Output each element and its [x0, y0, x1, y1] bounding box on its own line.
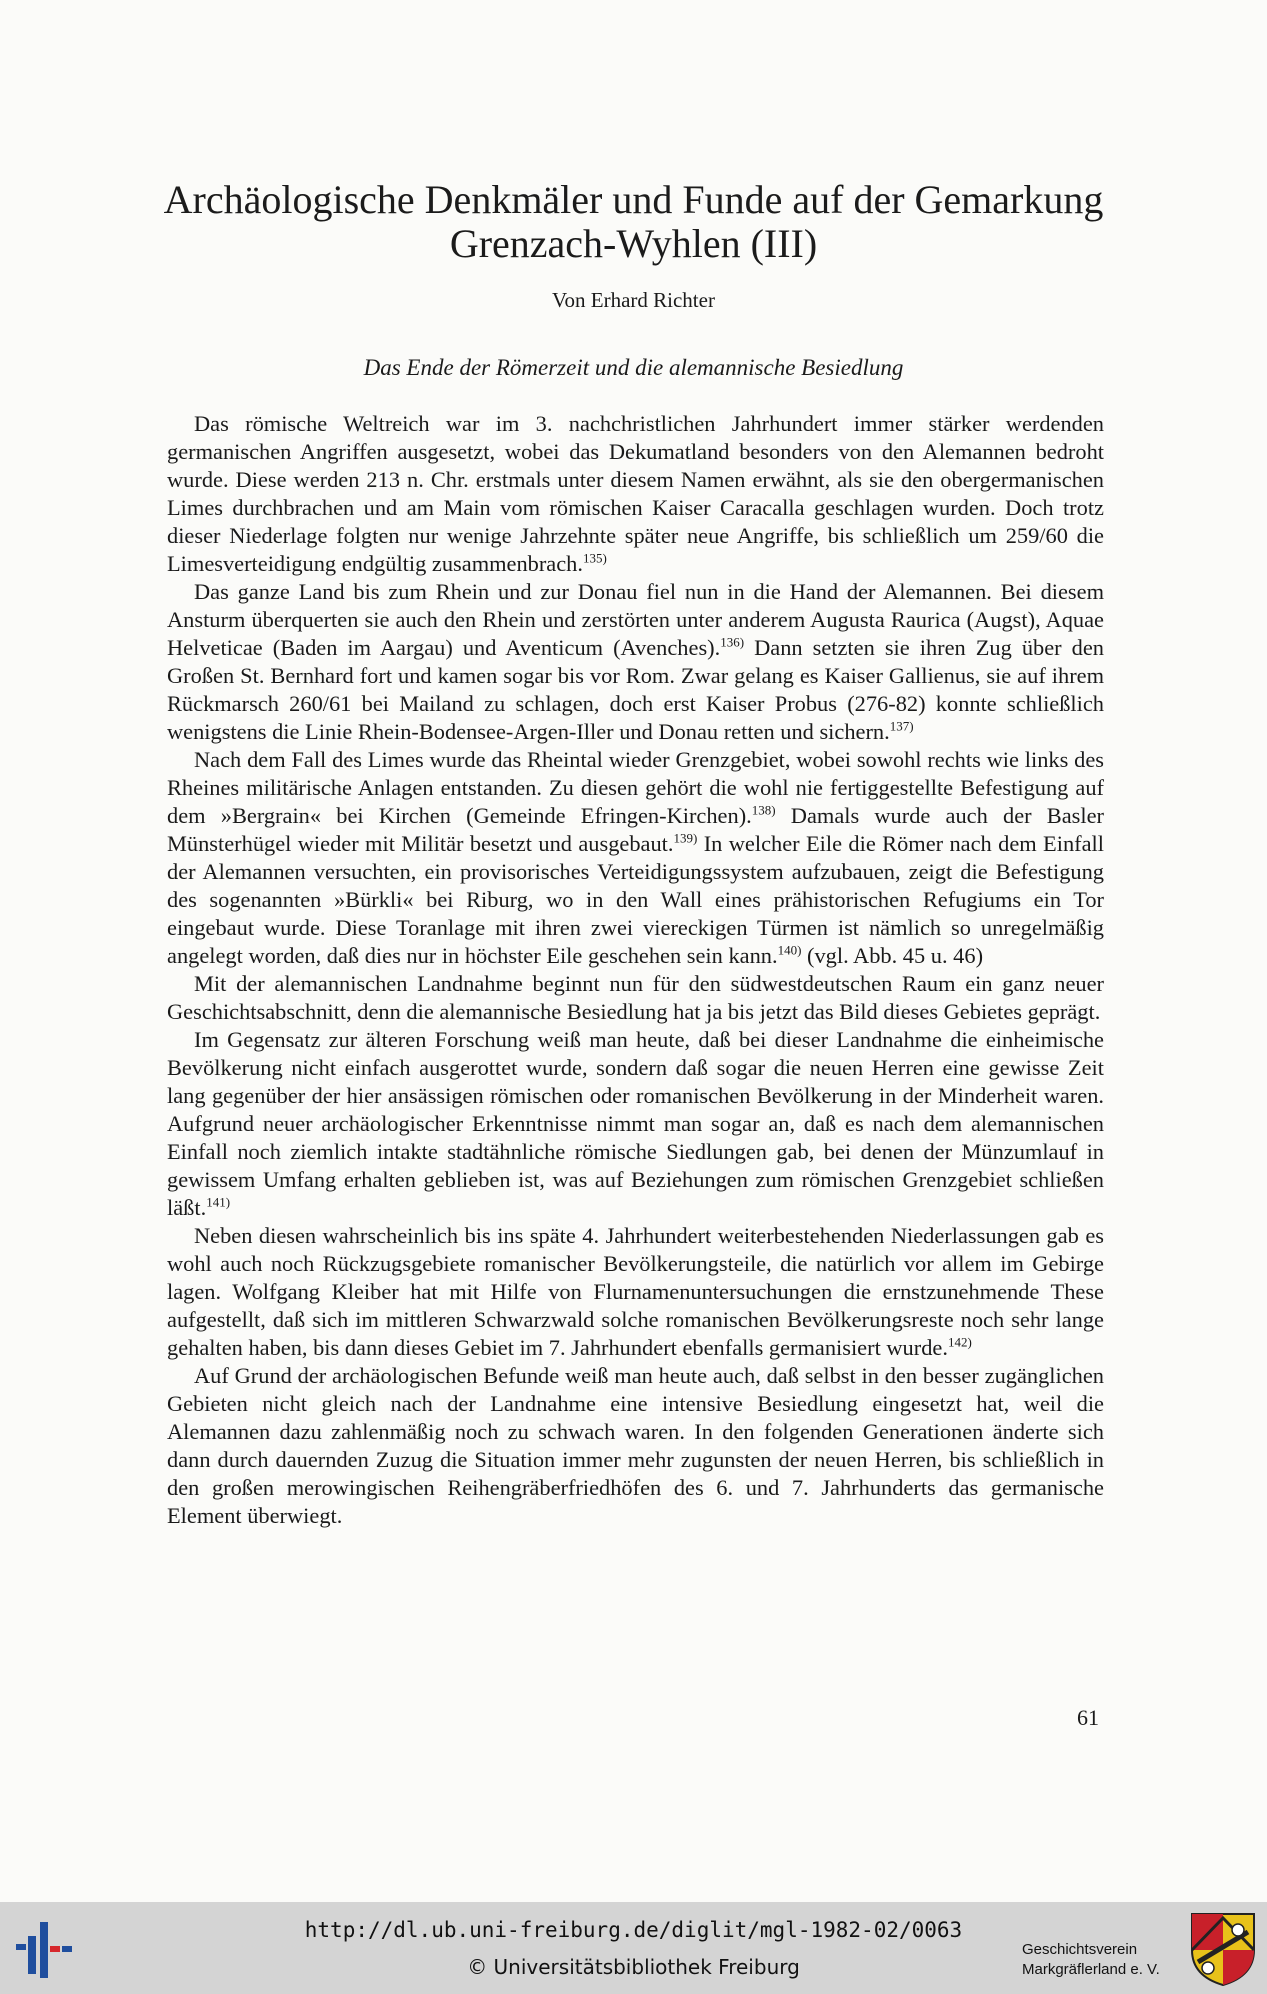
- paragraph: Das römische Weltreich war im 3. nachchristlichen Jahrhundert immer stärker werdenden germanischen Angriffen ausgesetzt, wobei das Dekumatland besonders von den Alemannen bedroht wurde. Diese werden 213 n. Chr. erstmals unter diesem Namen erwähnt, als sie den obergermanischen Limes durchbrachen und am Main vom römischen Kaiser Caracalla geschlagen wurden. Doch trotz dieser Niederlage folgten nur wenige Jahrzehnte später neue Angriffe, bis schließlich um 259/60 die Limesverteidigung endgültig zusammenbrach.$^{135)}$: [167, 411, 1104, 576]
- footnote-ref: 137): [889, 718, 914, 734]
- paragraph: Im Gegensatz zur älteren Forschung weiß man heute, daß bei dieser Landnahme die einheimische Bevölkerung nicht einfach ausgerottet wurde, sondern daß sogar die neuen Herren eine gewisse Zeit lang gegenüber der hier ansässigen römischen oder romanischen Bevölkerung in der Minderheit waren. Aufgrund neuer archäologischer Erkenntnisse nimmt man sogar an, daß es nach dem alemannischen Einfall noch ziemlich intakte stadtähnliche römische Siedlungen gab, bei denen der Münzumlauf in gewissem Umfang erhalten geblieben ist, was auf Beziehungen zum römischen Grenzgebiet schließen läßt.$^{141)}$: [167, 1027, 1104, 1220]
- footnote-ref: 140): [777, 942, 802, 958]
- paragraph: Nach dem Fall des Limes wurde das Rheintal wieder Grenzgebiet, wobei sowohl rechts wie links des Rheines militärische Anlagen entstanden. Zu diesen gehört die wohl nie fertiggestellte Befestigung auf dem »Bergrain« bei Kirchen (Gemeinde Efringen-Kirchen).$^{138)}$ Damals wurde auch der Basler Münsterhügel wieder mit Militär besetzt und ausgebaut.$^{139)}$ In welcher Eile die Römer nach dem Einfall der Alemannen versuchten, ein provisorisches Verteidigungssystem aufzubauen, zeigt die Befestigung des sogenannten »Bürkli« bei Riburg, wo in den Wall eines prähistorischen Refugiums ein Tor eingebaut wurde. Diese Toranlage mit ihren zwei viereckigen Türmen ist nämlich so unregelmäßig angelegt worden, daß dies nur in höchster Eile geschehen sein kann.$^{140)}$ (vgl. Abb. 45 u. 46): [167, 747, 1104, 968]
- page-number: 61: [1077, 1705, 1099, 1730]
- paragraph: Auf Grund der archäologischen Befunde weiß man heute auch, daß selbst in den besser zugänglichen Gebieten nicht gleich nach der Landnahme eine intensive Besiedlung eingesetzt hat, weil die Alemannen dazu zahlenmäßig noch zu schwach waren. In den folgenden Generationen änderte sich dann durch dauernden Zuzug die Situation immer mehr zugunsten der neuen Herren, bis schließlich in den großen merowingischen Reihengräberfriedhöfen des 6. und 7. Jahrhunderts das germanische Element überwiegt.: [167, 1363, 1104, 1528]
- footer-bar: [0, 1902, 1267, 1994]
- footnote-ref: 138): [751, 802, 776, 818]
- footnote-ref: 139): [673, 830, 698, 846]
- copyright-text: © Universitätsbibliothek Freiburg: [467, 1955, 800, 1979]
- footnote-ref: 142): [947, 1334, 972, 1350]
- publisher-name: Geschichtsverein Markgräflerland e. V.: [1022, 1941, 1160, 1978]
- page-title: [120, 178, 1147, 266]
- source-url-link[interactable]: http://dl.ub.uni-freiburg.de/diglit/mgl-1982-02/0063: [304, 1918, 963, 1942]
- footnote-ref: 136): [720, 634, 745, 650]
- paragraph: Neben diesen wahrscheinlich bis ins späte 4. Jahrhundert weiterbestehenden Niederlassungen gab es wohl auch noch Rückzugsgebiete romanischer Bevölkerungsteile, die natürlich vor allem im Gebirge lagen. Wolfgang Kleiber hat mit Hilfe von Flurnamenuntersuchungen die ernstzunehmende These aufgestellt, daß sich im mittleren Schwarzwald solche romanischen Bevölkerungsreste noch sehr lange gehalten haben, bis dann dieses Gebiet im 7. Jahrhundert ebenfalls germanisiert wurde.$^{142)}$: [167, 1223, 1104, 1360]
- title-line-2: Grenzach-Wyhlen (III): [449, 221, 818, 266]
- footnote-ref: 135): [582, 550, 607, 566]
- paragraph: Das ganze Land bis zum Rhein und zur Donau fiel nun in die Hand der Alemannen. Bei diesem Ansturm überquerten sie auch den Rhein und zerstörten unter anderem Augusta Raurica (Augst), Aquae Helveticae (Baden im Aargau) und Aventicum (Avenches).$^{136)}$ Dann setzten sie ihren Zug über den Großen St. Bernhard fort und kamen sogar bis vor Rom. Zwar gelang es Kaiser Gallienus, sie auf ihrem Rückmarsch 260/61 bei Mailand zu schlagen, doch erst Kaiser Probus (276-82) konnte schließlich wenigstens die Linie Rhein-Bodensee-Argen-Iller und Donau retten und sichern.$^{137)}$: [167, 579, 1104, 744]
- title-line-1: Archäologische Denkmäler und Funde auf der Gemarkung: [163, 177, 1104, 222]
- paragraph: Mit der alemannischen Landnahme beginnt nun für den südwestdeutschen Raum ein ganz neuer Geschichtsabschnitt, denn die alemannische Besiedlung hat ja bis jetzt das Bild dieses Gebietes geprägt.: [167, 971, 1104, 1024]
- coat-of-arms-icon: [1188, 1910, 1258, 1988]
- author-line: Von Erhard Richter: [552, 288, 715, 312]
- section-heading: Das Ende der Römerzeit und die alemannische Besiedlung: [363, 355, 904, 380]
- footnote-ref: 141): [206, 1194, 231, 1210]
- body-text: [167, 410, 1104, 1530]
